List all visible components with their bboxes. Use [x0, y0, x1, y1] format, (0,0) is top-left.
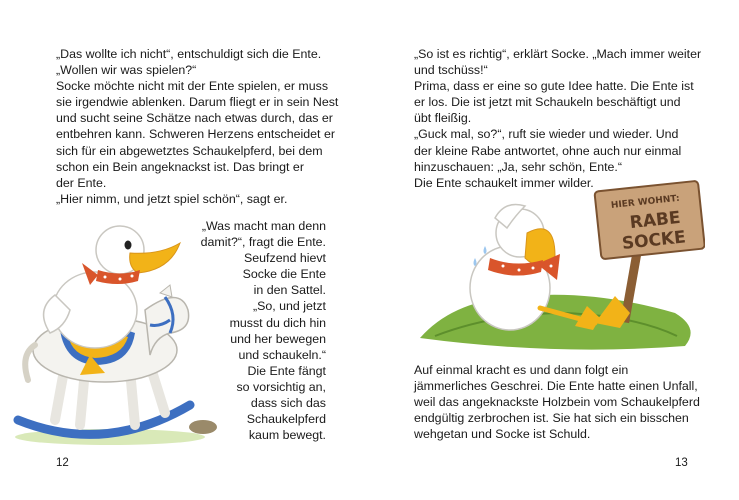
text-line: „Wollen wir was spielen?“	[56, 63, 197, 78]
text-line: hinzuschauen: „Ja, sehr schön, Ente.“	[414, 159, 623, 174]
duck-with-sign-illustration	[415, 178, 705, 353]
left-main-paragraph	[56, 46, 356, 207]
text-line: endgültig zerbrochen ist. Sie hat sich ein bisschen	[414, 411, 689, 426]
text-line: dass sich das	[250, 396, 326, 411]
text-line: musst du dich hin	[229, 315, 326, 330]
text-line: übt fleißig.	[414, 111, 472, 126]
text-line: Die Ente fängt	[247, 363, 326, 378]
duck-on-rocking-horse-illustration	[10, 215, 220, 450]
page-number-right: 13	[675, 457, 688, 469]
text-line: „Was macht man denn	[201, 219, 326, 233]
sign-line-3: SOCKE	[621, 227, 687, 254]
text-line: Socke möchte nicht mit der Ente spielen, er muss	[56, 79, 329, 94]
text-line: Seufzend hievt	[244, 251, 326, 266]
sign-line-1: HIER WOHNT:	[610, 193, 681, 211]
text-line: „So ist es richtig“, erklärt Socke. „Mach immer weiter	[414, 47, 702, 61]
text-line: „Hier nimm, und jetzt spiel schön“, sagt er.	[56, 191, 288, 206]
text-line: und her bewegen	[230, 331, 326, 346]
text-line: schon ein Bein angeknackst ist. Das bringt er	[56, 159, 304, 174]
text-line: wehgetan und Socke ist Schuld.	[414, 427, 591, 442]
text-line: Prima, dass er eine so gute Idee hatte. Die Ente ist	[414, 79, 694, 94]
text-line: und tschüss!“	[414, 63, 488, 78]
text-line: Die Ente schaukelt immer wilder.	[414, 175, 594, 190]
right-bottom-paragraph	[414, 362, 714, 442]
text-line: weil das angeknackste Holzbein vom Schaukelpferd	[414, 395, 700, 410]
text-line: Auf einmal kracht es und dann folgt ein	[414, 363, 629, 377]
text-line: sich für ein abgewetztes Schaukelpferd, bei dem	[56, 143, 323, 158]
text-line: Socke die Ente	[242, 267, 326, 282]
page-number-left: 12	[56, 457, 69, 469]
text-line: jämmerliches Geschrei. Die Ente hatte einen Unfall,	[414, 379, 698, 394]
text-line: und schaukeln.“	[238, 347, 326, 362]
text-line: der kleine Rabe antwortet, ohne auch nur einmal	[414, 143, 682, 158]
text-line: kaum bewegt.	[248, 428, 326, 443]
text-line: entbehren kann. Schweren Herzens entscheidet er	[56, 127, 335, 142]
text-line: „Das wollte ich nicht“, entschuldigt sich die Ente.	[56, 47, 322, 61]
text-line: „Guck mal, so?“, ruft sie wieder und wieder. Und	[414, 127, 679, 142]
right-top-paragraph	[414, 46, 714, 191]
text-line: in den Sattel.	[253, 283, 326, 298]
text-line: er los. Die ist jetzt mit Schaukeln beschäftigt und	[414, 95, 681, 110]
text-line: „So, und jetzt	[252, 299, 326, 314]
sign-line-2: RABE	[628, 207, 682, 234]
text-line: so vorsichtig an,	[236, 379, 326, 394]
left-page	[0, 0, 369, 500]
text-line: sie irgendwie ablenken. Darum fliegt er in sein Nest	[56, 95, 339, 110]
text-line: damit?“, fragt die Ente.	[200, 235, 326, 250]
text-line: der Ente.	[56, 175, 107, 190]
text-line: und sucht seine Schätze nach etwas durch, das er	[56, 111, 333, 126]
text-line: Schaukelpferd	[246, 412, 326, 427]
